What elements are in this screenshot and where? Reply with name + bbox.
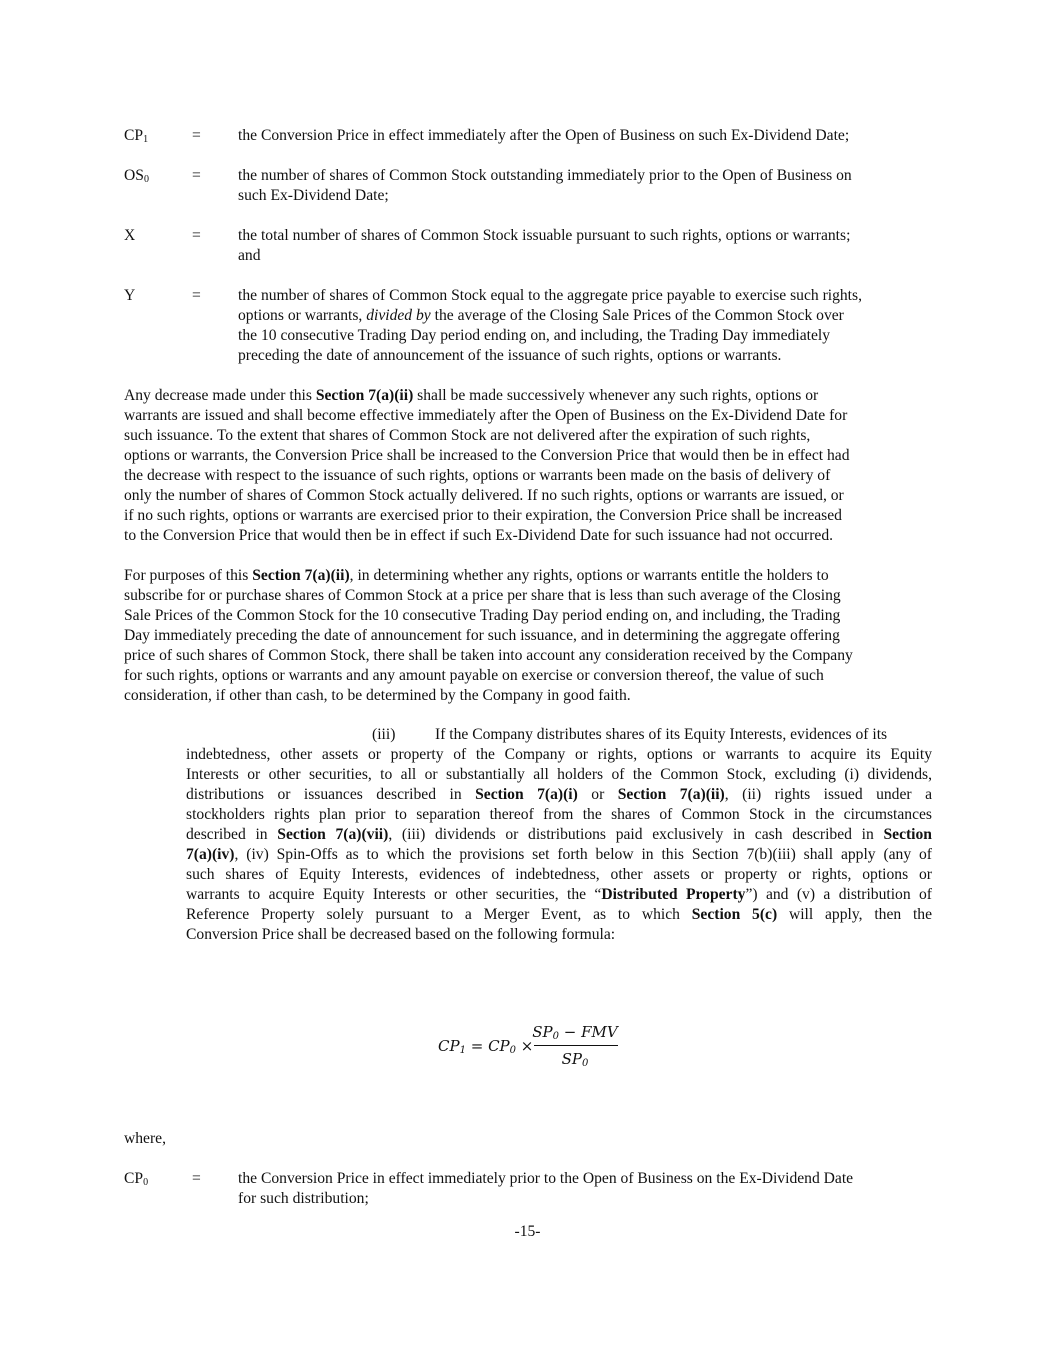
- where-label: where,: [124, 1130, 166, 1147]
- page-number: -15-: [514, 1223, 541, 1240]
- definition-text: the number of shares of Common Stock equal to the aggregate price payable to exercise such rights, options or warrants, divided by the average of the Closing Sale Prices of the Common Stock over the 10 consecutive Trading Day period ending on, and including, the Trading Day immediately preceding the date of announcement of the issuance of such rights, options or warrants.: [238, 287, 862, 364]
- clause-number: (iii): [372, 726, 396, 743]
- paragraph-decrease: Any decrease made under this Section 7(a)(ii) shall be made successively whenever any such rights, options or warrants are issued and shall become effective immediately after the Open of Business on the Ex-Dividend Date for such issuance. To the extent that shares of Common Stock are not delivered after the expiration of such rights, options or warrants, the Conversion Price shall be increased to the Conversion Price that would then be in effect had the decrease with respect to the issuance of such rights, options or warrants been made on the basis of delivery of only the number of shares of Common Stock actually delivered. If no such rights, options or warrants are issued, or if no such rights, options or warrants are exercised prior to their expiration, the Conversion Price shall be increased to the Conversion Price that would then be in effect if such Ex-Dividend Date for such issuance had not occurred.: [124, 387, 850, 544]
- equals-sign: =: [192, 227, 201, 244]
- definition-symbol: $CP_0$: [124, 1170, 149, 1188]
- definition-text: the Conversion Price in effect immediately after the Open of Business on such Ex-Dividend Date;: [238, 127, 850, 144]
- definition-text: the Conversion Price in effect immediately prior to the Open of Business on the Ex-Dividend Date for such distribution;: [238, 1170, 854, 1207]
- fraction-bar: [534, 1045, 618, 1046]
- conversion-formula: [438, 1022, 638, 1070]
- clause-first-line: If the Company distributes shares of its Equity Interests, evidences of its: [435, 726, 888, 743]
- equals-sign: =: [192, 287, 201, 304]
- definition-symbol: X: [124, 227, 136, 244]
- definition-text: the total number of shares of Common Stock issuable pursuant to such rights, options or warrants; and: [238, 227, 851, 264]
- formula-denominator: $SP_0$: [561, 1050, 589, 1069]
- definition-symbol: $CP_1$: [124, 127, 149, 145]
- clause-iii-body: indebtedness, other assets or property of the Company or rights, options or warrants to acquire its Equity Interests or other securities, to all or substantially all holders of the Common Stock, excluding (i) dividends, distributions or issuances described in Section 7(a)(i) or Section 7(a)(ii), (ii) rights issued under a stockholders rights plan prior to separation thereof from the shares of Common Stock in the circumstances described in Section 7(a)(vii), (iii) dividends or distributions paid exclusively in cash described in Section 7(a)(iv), (iv) Spin-Offs as to which the provisions set forth below in this Section 7(b)(iii) shall apply (any of such shares of Equity Interests, evidences of indebtedness, other assets or property or rights, options or warrants to acquire Equity Interests or other securities, the “Distributed Property”) and (v) a distribution of Reference Property solely pursuant to a Merger Event, as to which Section 5(c) will apply, then the Conversion Price shall be decreased based on the following formula:: [186, 746, 933, 943]
- equals-sign: =: [192, 167, 201, 184]
- equals-sign: =: [192, 127, 201, 144]
- definition-symbol: $OS_0$: [124, 167, 149, 185]
- definition-text: the number of shares of Common Stock outstanding immediately prior to the Open of Business on such Ex-Dividend Date;: [238, 167, 852, 204]
- definition-symbol: Y: [124, 287, 136, 304]
- paragraph-purposes: For purposes of this Section 7(a)(ii), in determining whether any rights, options or warrants entitle the holders to subscribe for or purchase shares of Common Stock at a price per share that is less than such average of the Closing Sale Prices of the Common Stock for the 10 consecutive Trading Day period ending on, and including, the Trading Day immediately preceding the date of announcement for such issuance, and in determining the aggregate offering price of such shares of Common Stock, there shall be taken into account any consideration received by the Company for such rights, options or warrants and any amount payable on exercise or conversion thereof, the value of such consideration, if other than cash, to be determined by the Company in good faith.: [124, 567, 853, 704]
- formula-numerator: $SP_0$ − FMV: [532, 1023, 618, 1042]
- formula-lhs: $CP_1 = CP_0$ ×: [438, 1037, 534, 1056]
- equals-sign: =: [192, 1170, 201, 1187]
